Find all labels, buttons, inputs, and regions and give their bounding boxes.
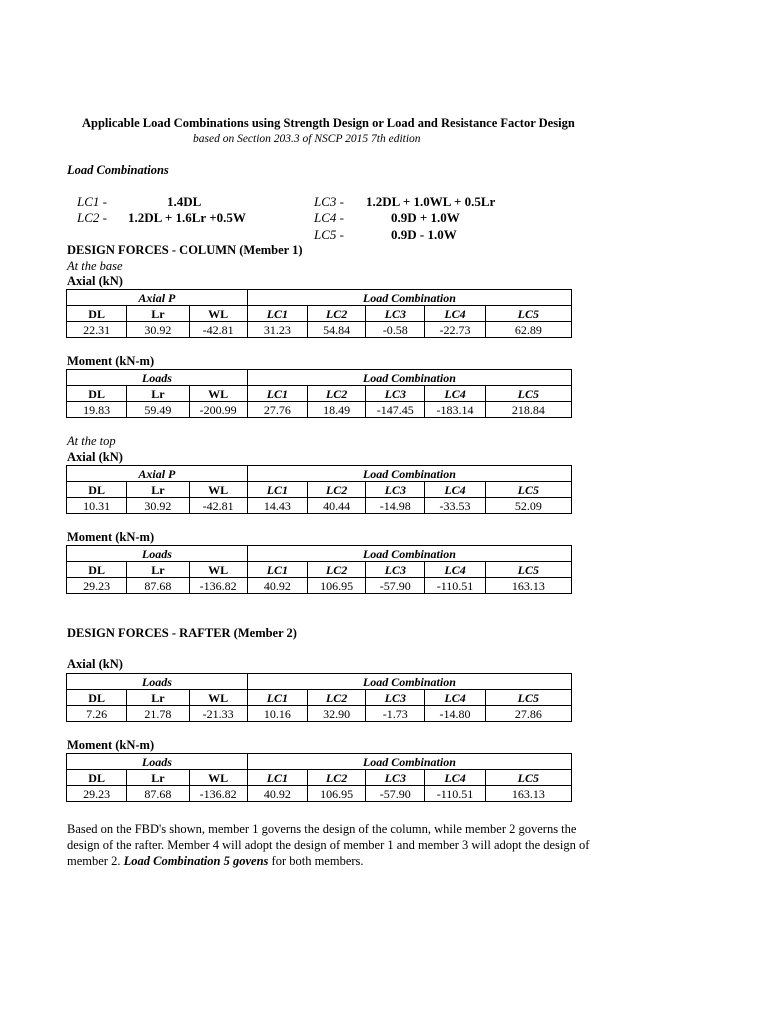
combo-lc1-eq: 1.4DL bbox=[167, 194, 202, 209]
combo-lc5-eq: 0.9D - 1.0W bbox=[391, 227, 457, 242]
col-header-dl: DL bbox=[67, 562, 127, 578]
load-combination-header: Load Combination bbox=[247, 546, 571, 562]
group-header: Axial P bbox=[67, 466, 248, 482]
cell-lc2: 32.90 bbox=[308, 706, 366, 722]
col-header-lc4: LC4 bbox=[425, 386, 485, 402]
column-top-moment-table bbox=[66, 545, 572, 594]
combo-lc5-name: LC5 - bbox=[314, 227, 344, 242]
cell-lc4: -110.51 bbox=[425, 786, 485, 802]
conclusion-text: Based on the FBD's shown, member 1 governs the design of the column, while member 2 governs the design of the rafter. Member 4 will adopt the design of member 1 and member 3 will adopt the design of member 2. bbox=[67, 822, 590, 868]
col-header-lc2: LC2 bbox=[308, 690, 366, 706]
col-header-wl: WL bbox=[189, 690, 247, 706]
cell-dl: 19.83 bbox=[67, 402, 127, 418]
page-subtitle: based on Section 203.3 of NSCP 2015 7th edition bbox=[193, 133, 421, 145]
col-header-lc5: LC5 bbox=[485, 562, 571, 578]
cell-lc5: 52.09 bbox=[485, 498, 571, 514]
column-top-axial-table bbox=[66, 465, 572, 514]
col-header-lc1: LC1 bbox=[247, 562, 307, 578]
load-combination-header: Load Combination bbox=[247, 674, 571, 690]
col-header-lc5: LC5 bbox=[485, 386, 571, 402]
table-row bbox=[67, 578, 572, 594]
cell-lr: 59.49 bbox=[127, 402, 189, 418]
cell-dl: 7.26 bbox=[67, 706, 127, 722]
table-row bbox=[67, 498, 572, 514]
col-header-wl: WL bbox=[189, 482, 247, 498]
cell-wl: -42.81 bbox=[189, 498, 247, 514]
group-header: Loads bbox=[67, 754, 248, 770]
cell-lc3: -14.98 bbox=[366, 498, 425, 514]
cell-wl: -136.82 bbox=[189, 786, 247, 802]
combo-lc1-name: LC1 - bbox=[77, 194, 107, 209]
col-header-lc3: LC3 bbox=[366, 386, 425, 402]
cell-lc3: -57.90 bbox=[366, 578, 425, 594]
col-header-lc4: LC4 bbox=[425, 562, 485, 578]
load-combination-header: Load Combination bbox=[247, 290, 571, 306]
col-header-lc1: LC1 bbox=[247, 306, 307, 322]
col-header-lr: Lr bbox=[127, 386, 189, 402]
cell-lc5: 163.13 bbox=[485, 786, 571, 802]
col-header-lc2: LC2 bbox=[308, 386, 366, 402]
group-header: Loads bbox=[67, 546, 248, 562]
col-header-wl: WL bbox=[189, 386, 247, 402]
col-header-dl: DL bbox=[67, 690, 127, 706]
cell-dl: 22.31 bbox=[67, 322, 127, 338]
cell-lc2: 40.44 bbox=[308, 498, 366, 514]
cell-lc5: 218.84 bbox=[485, 402, 571, 418]
col-header-lc3: LC3 bbox=[366, 306, 425, 322]
table-2-label: Moment (kN-m) bbox=[67, 354, 155, 368]
group-header: Loads bbox=[67, 674, 248, 690]
col-header-lc4: LC4 bbox=[425, 306, 485, 322]
cell-lc5: 62.89 bbox=[485, 322, 571, 338]
col-header-lc1: LC1 bbox=[247, 386, 307, 402]
col-header-lr: Lr bbox=[127, 562, 189, 578]
col-header-wl: WL bbox=[189, 770, 247, 786]
conclusion-emphasis: Load Combination 5 govens bbox=[123, 854, 269, 868]
cell-lc3: -57.90 bbox=[366, 786, 425, 802]
table-6-label: Moment (kN-m) bbox=[67, 738, 155, 752]
rafter-axial-table bbox=[66, 673, 572, 722]
rafter-moment-table bbox=[66, 753, 572, 802]
table-1-label: Axial (kN) bbox=[67, 274, 123, 288]
top-label: At the top bbox=[67, 434, 116, 448]
table-3-label: Axial (kN) bbox=[67, 450, 123, 464]
col-header-lc5: LC5 bbox=[485, 770, 571, 786]
combo-lc2-eq: 1.2DL + 1.6Lr +0.5W bbox=[128, 210, 246, 225]
group-header: Axial P bbox=[67, 290, 248, 306]
cell-wl: -136.82 bbox=[189, 578, 247, 594]
table-row bbox=[67, 786, 572, 802]
col-header-lc4: LC4 bbox=[425, 690, 485, 706]
cell-lc4: -14.80 bbox=[425, 706, 485, 722]
cell-lc3: -1.73 bbox=[366, 706, 425, 722]
col-header-wl: WL bbox=[189, 306, 247, 322]
group-header: Loads bbox=[67, 370, 248, 386]
rafter-heading: DESIGN FORCES - RAFTER (Member 2) bbox=[67, 626, 297, 640]
col-header-lc5: LC5 bbox=[485, 690, 571, 706]
col-header-lc5: LC5 bbox=[485, 306, 571, 322]
cell-wl: -21.33 bbox=[189, 706, 247, 722]
cell-lc2: 54.84 bbox=[308, 322, 366, 338]
col-header-lc2: LC2 bbox=[308, 770, 366, 786]
cell-dl: 10.31 bbox=[67, 498, 127, 514]
col-header-lr: Lr bbox=[127, 690, 189, 706]
load-combination-header: Load Combination bbox=[247, 754, 571, 770]
table-row bbox=[67, 402, 572, 418]
col-header-lc5: LC5 bbox=[485, 482, 571, 498]
cell-lr: 30.92 bbox=[127, 322, 189, 338]
cell-lc4: -22.73 bbox=[425, 322, 485, 338]
col-header-lr: Lr bbox=[127, 770, 189, 786]
col-header-lc1: LC1 bbox=[247, 690, 307, 706]
page-title: Applicable Load Combinations using Strength Design or Load and Resistance Factor Design bbox=[82, 116, 575, 130]
col-header-lc3: LC3 bbox=[366, 690, 425, 706]
col-header-lc1: LC1 bbox=[247, 770, 307, 786]
col-header-lc3: LC3 bbox=[366, 770, 425, 786]
cell-lc1: 40.92 bbox=[247, 786, 307, 802]
combo-lc4-name: LC4 - bbox=[314, 210, 344, 225]
col-header-dl: DL bbox=[67, 306, 127, 322]
cell-lr: 87.68 bbox=[127, 786, 189, 802]
col-header-dl: DL bbox=[67, 386, 127, 402]
cell-lr: 21.78 bbox=[127, 706, 189, 722]
table-5-label: Axial (kN) bbox=[67, 657, 123, 671]
table-row bbox=[67, 322, 572, 338]
cell-lc2: 106.95 bbox=[308, 786, 366, 802]
cell-lc2: 18.49 bbox=[308, 402, 366, 418]
cell-lc1: 31.23 bbox=[247, 322, 307, 338]
cell-lc5: 163.13 bbox=[485, 578, 571, 594]
conclusion-paragraph bbox=[67, 821, 607, 869]
base-label: At the base bbox=[67, 259, 123, 273]
column-heading: DESIGN FORCES - COLUMN (Member 1) bbox=[67, 243, 303, 257]
cell-lc3: -147.45 bbox=[366, 402, 425, 418]
col-header-dl: DL bbox=[67, 770, 127, 786]
column-base-moment-table bbox=[66, 369, 572, 418]
col-header-lr: Lr bbox=[127, 482, 189, 498]
cell-lc3: -0.58 bbox=[366, 322, 425, 338]
cell-lc2: 106.95 bbox=[308, 578, 366, 594]
cell-dl: 29.23 bbox=[67, 786, 127, 802]
col-header-lc2: LC2 bbox=[308, 306, 366, 322]
combo-lc4-eq: 0.9D + 1.0W bbox=[391, 210, 460, 225]
combo-lc3-name: LC3 - bbox=[314, 194, 344, 209]
combo-lc3-eq: 1.2DL + 1.0WL + 0.5Lr bbox=[366, 194, 496, 209]
cell-lc1: 40.92 bbox=[247, 578, 307, 594]
col-header-lc3: LC3 bbox=[366, 562, 425, 578]
cell-lr: 87.68 bbox=[127, 578, 189, 594]
cell-lc4: -110.51 bbox=[425, 578, 485, 594]
col-header-lc2: LC2 bbox=[308, 562, 366, 578]
combo-lc2-name: LC2 - bbox=[77, 210, 107, 225]
cell-lc4: -183.14 bbox=[425, 402, 485, 418]
col-header-lc4: LC4 bbox=[425, 770, 485, 786]
load-combinations-heading: Load Combinations bbox=[67, 163, 169, 177]
cell-wl: -42.81 bbox=[189, 322, 247, 338]
cell-lr: 30.92 bbox=[127, 498, 189, 514]
cell-lc1: 14.43 bbox=[247, 498, 307, 514]
col-header-lc3: LC3 bbox=[366, 482, 425, 498]
cell-lc1: 10.16 bbox=[247, 706, 307, 722]
col-header-lc1: LC1 bbox=[247, 482, 307, 498]
load-combination-header: Load Combination bbox=[247, 466, 571, 482]
col-header-lc4: LC4 bbox=[425, 482, 485, 498]
table-4-label: Moment (kN-m) bbox=[67, 530, 155, 544]
cell-dl: 29.23 bbox=[67, 578, 127, 594]
load-combination-header: Load Combination bbox=[247, 370, 571, 386]
column-base-axial-table bbox=[66, 289, 572, 338]
table-row bbox=[67, 706, 572, 722]
conclusion-tail: for both members. bbox=[268, 854, 364, 868]
cell-lc4: -33.53 bbox=[425, 498, 485, 514]
col-header-lc2: LC2 bbox=[308, 482, 366, 498]
cell-lc1: 27.76 bbox=[247, 402, 307, 418]
cell-wl: -200.99 bbox=[189, 402, 247, 418]
col-header-dl: DL bbox=[67, 482, 127, 498]
cell-lc5: 27.86 bbox=[485, 706, 571, 722]
col-header-lr: Lr bbox=[127, 306, 189, 322]
col-header-wl: WL bbox=[189, 562, 247, 578]
